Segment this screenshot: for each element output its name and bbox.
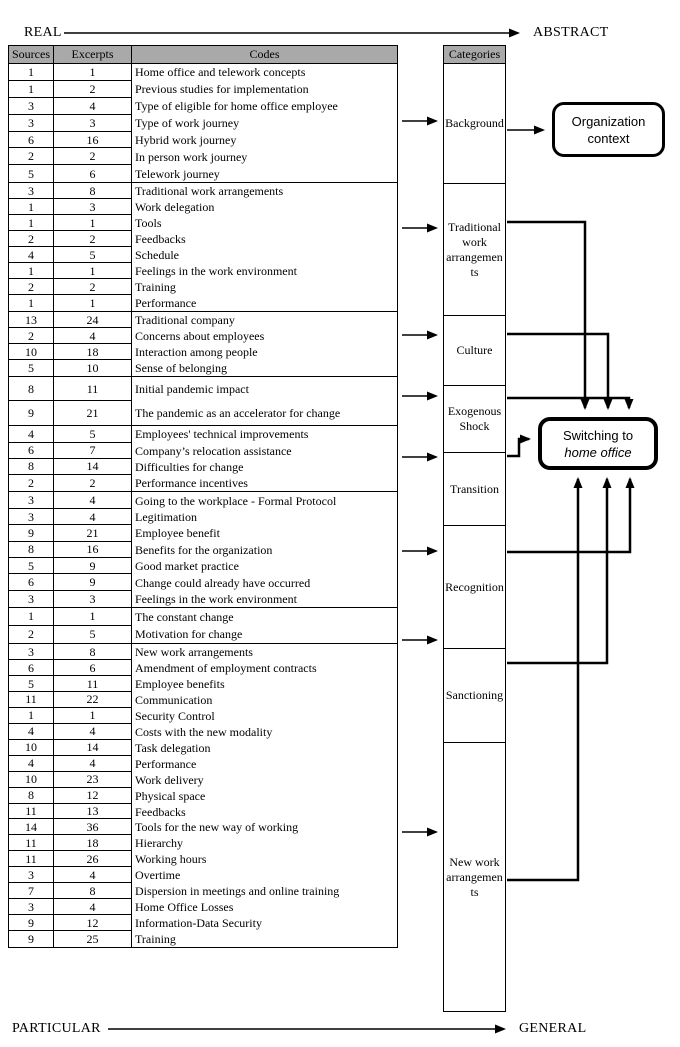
sources-cell: 1 — [9, 608, 53, 626]
code-cell: Company’s relocation assistance — [135, 443, 292, 458]
excerpts-cell: 25 — [86, 932, 99, 946]
code-cell: Motivation for change — [135, 627, 243, 642]
excerpts-cell: 16 — [54, 132, 131, 149]
switching-home-office-box — [538, 417, 658, 470]
sources-cell: 9 — [28, 932, 34, 946]
excerpts-cell: 6 — [89, 166, 96, 181]
excerpts-cell: 18 — [54, 344, 131, 360]
sources-cell: 3 — [9, 115, 53, 132]
code-cell: Interaction among people — [135, 345, 258, 360]
excerpts-cell: 2 — [54, 81, 131, 98]
organization-context-box — [552, 102, 665, 157]
axis-label-real: REAL — [24, 25, 62, 40]
category-cell-2: Culture — [444, 316, 505, 386]
code-cell: Hierarchy — [135, 836, 183, 851]
sources-cell: 10 — [9, 344, 53, 360]
code-cell: Benefits for the organization — [135, 542, 273, 557]
code-cell: Feedbacks — [135, 804, 186, 819]
sources-cell: 9 — [9, 525, 53, 541]
excerpts-cell: 1 — [54, 708, 131, 724]
excerpts-cell: 4 — [54, 509, 131, 525]
connector-transition-to-switching — [507, 439, 529, 456]
code-cell: Performance — [135, 756, 197, 771]
codes-table-header — [9, 46, 397, 64]
sources-cell: 5 — [9, 676, 53, 692]
excerpts-cell: 1 — [54, 263, 131, 279]
sources-cell: 3 — [9, 492, 53, 508]
code-cell: Initial pandemic impact — [135, 382, 249, 397]
sources-cell: 5 — [9, 558, 53, 574]
excerpts-cell: 9 — [54, 558, 131, 574]
sources-cell: 1 — [9, 199, 53, 215]
sources-cell: 13 — [9, 312, 53, 328]
excerpts-cell: 8 — [54, 883, 131, 899]
excerpts-cell: 4 — [54, 899, 131, 915]
table-group-3 — [9, 377, 397, 426]
table-group-7 — [9, 644, 397, 947]
code-cell: Performance — [135, 296, 197, 311]
excerpts-cell: 4 — [54, 756, 131, 772]
category-cell-6: Sanctioning — [444, 649, 505, 743]
excerpts-cell: 3 — [89, 591, 96, 606]
code-cell: The constant change — [135, 609, 234, 624]
excerpts-cell: 2 — [89, 476, 96, 491]
axis-label-abstract: ABSTRACT — [533, 25, 609, 40]
excerpts-cell: 3 — [54, 199, 131, 215]
sources-cell: 2 — [9, 279, 53, 295]
sources-cell: 4 — [9, 426, 53, 442]
sources-cell: 3 — [9, 98, 53, 115]
excerpts-cell: 1 — [54, 608, 131, 626]
organization-context-label: Organization context — [571, 113, 646, 146]
table-group-1 — [9, 183, 397, 312]
table-group-6 — [9, 608, 397, 644]
code-cell: Tools for the new way of working — [135, 820, 299, 835]
code-cell: New work arrangements — [135, 645, 253, 660]
sources-cell: 3 — [9, 867, 53, 883]
sources-cell: 2 — [9, 328, 53, 344]
code-cell: Feelings in the work environment — [135, 591, 297, 606]
code-cell: Feedbacks — [135, 232, 186, 247]
excerpts-cell: 21 — [86, 406, 99, 421]
sources-cell: 11 — [9, 851, 53, 867]
code-cell: Feelings in the work environment — [135, 264, 297, 279]
excerpts-cell: 3 — [54, 115, 131, 132]
category-cell-5: Recognition — [444, 526, 505, 649]
excerpts-cell: 13 — [54, 804, 131, 820]
sources-cell: 3 — [9, 183, 53, 199]
code-cell: Tools — [135, 216, 162, 231]
code-cell: Sense of belonging — [135, 361, 227, 376]
switching-label-line2: home office — [564, 444, 632, 460]
excerpts-cell: 1 — [54, 215, 131, 231]
category-cell-3: Exogenous Shock — [444, 386, 505, 453]
switching-label-line1: Switching to — [562, 427, 634, 443]
code-cell: Previous studies for implementation — [135, 82, 309, 97]
excerpts-cell: 24 — [54, 312, 131, 328]
categories-body — [444, 64, 505, 1011]
category-cell-0: Background — [444, 64, 505, 184]
sources-cell: 14 — [9, 819, 53, 835]
sources-cell: 10 — [9, 740, 53, 756]
excerpts-cell: 23 — [54, 772, 131, 788]
code-cell: Performance incentives — [135, 476, 248, 491]
code-cell: Work delivery — [135, 772, 204, 787]
excerpts-cell: 1 — [54, 64, 131, 81]
sources-cell: 3 — [9, 899, 53, 915]
sources-cell: 4 — [9, 756, 53, 772]
connector-culture-to-switching — [507, 334, 608, 408]
code-cell: Communication — [135, 692, 213, 707]
excerpts-cell: 14 — [54, 740, 131, 756]
code-cell: Type of work journey — [135, 116, 240, 131]
category-cell-4: Transition — [444, 453, 505, 526]
sources-cell: 2 — [9, 231, 53, 247]
sources-cell: 5 — [28, 166, 34, 181]
excerpts-cell: 22 — [54, 692, 131, 708]
excerpts-cell: 5 — [54, 426, 131, 442]
code-cell: Task delegation — [135, 740, 211, 755]
excerpts-cell: 2 — [54, 231, 131, 247]
excerpts-cell: 11 — [54, 377, 131, 401]
sources-cell: 4 — [9, 247, 53, 263]
sources-cell: 1 — [9, 215, 53, 231]
code-cell: Costs with the new modality — [135, 724, 273, 739]
categories-column — [443, 45, 506, 1012]
excerpts-cell: 8 — [54, 183, 131, 199]
sources-cell: 6 — [9, 443, 53, 459]
sources-cell: 8 — [9, 377, 53, 401]
codes-table — [8, 45, 398, 948]
code-cell: Security Control — [135, 708, 215, 723]
table-group-5 — [9, 492, 397, 608]
header-categories: Categories — [444, 46, 505, 64]
connector-new-work-to-switching — [507, 479, 578, 880]
excerpts-cell: 12 — [54, 915, 131, 931]
sources-cell: 11 — [9, 804, 53, 820]
code-cell: Amendment of employment contracts — [135, 661, 317, 676]
sources-cell: 2 — [28, 627, 34, 642]
excerpts-cell: 9 — [54, 574, 131, 590]
axis-label-particular: PARTICULAR — [12, 1021, 101, 1036]
code-cell: Employee benefits — [135, 677, 225, 691]
connector-traditional-to-switching — [507, 222, 585, 408]
excerpts-cell: 12 — [54, 788, 131, 804]
sources-cell: 6 — [9, 574, 53, 590]
sources-cell: 10 — [9, 772, 53, 788]
sources-cell: 3 — [9, 644, 53, 660]
code-cell: Difficulties for change — [135, 459, 244, 474]
sources-cell: 8 — [9, 459, 53, 475]
excerpts-cell: 36 — [54, 819, 131, 835]
sources-cell: 1 — [28, 296, 34, 311]
excerpts-cell: 4 — [54, 724, 131, 740]
code-cell: Physical space — [135, 788, 206, 803]
sources-cell: 1 — [9, 708, 53, 724]
sources-cell: 11 — [9, 835, 53, 851]
code-cell: Employees' technical improvements — [135, 427, 309, 442]
sources-cell: 9 — [9, 915, 53, 931]
excerpts-cell: 18 — [54, 835, 131, 851]
excerpts-cell: 2 — [54, 279, 131, 295]
codes-table-body — [9, 64, 397, 947]
sources-cell: 7 — [9, 883, 53, 899]
code-cell: Training — [135, 932, 176, 946]
excerpts-cell: 5 — [54, 247, 131, 263]
code-cell: Telework journey — [135, 166, 220, 181]
connector-sanctioning-to-switching — [507, 479, 607, 663]
sources-cell: 4 — [9, 724, 53, 740]
excerpts-cell: 8 — [54, 644, 131, 660]
sources-cell: 2 — [28, 476, 34, 491]
sources-cell: 3 — [28, 591, 34, 606]
sources-cell: 8 — [9, 788, 53, 804]
code-cell: Home Office Losses — [135, 900, 234, 915]
code-cell: The pandemic as an accelerator for change — [135, 406, 341, 421]
excerpts-cell: 16 — [54, 542, 131, 558]
code-cell: Dispersion in meetings and online training — [135, 884, 340, 899]
connector-recognition-to-switching — [507, 479, 630, 552]
category-cell-1: Traditional work arrangements — [444, 184, 505, 316]
code-cell: Hybrid work journey — [135, 133, 237, 147]
sources-cell: 1 — [9, 263, 53, 279]
axis-label-general: GENERAL — [519, 1021, 587, 1036]
code-cell: Concerns about employees — [135, 329, 265, 344]
category-cell-7: New work arrangements — [446, 854, 503, 899]
excerpts-cell: 7 — [54, 443, 131, 459]
excerpts-cell: 2 — [54, 148, 131, 165]
code-cell: Working hours — [135, 852, 207, 867]
sources-cell: 5 — [28, 361, 34, 376]
code-cell: Employee benefit — [135, 526, 220, 541]
code-cell: Overtime — [135, 868, 181, 883]
sources-cell: 9 — [28, 406, 34, 421]
code-cell: Traditional work arrangements — [135, 184, 284, 199]
sources-cell: 3 — [9, 509, 53, 525]
table-group-4 — [9, 426, 397, 492]
excerpts-cell: 1 — [89, 296, 96, 311]
sources-cell: 6 — [9, 132, 53, 149]
code-cell: Traditional company — [135, 313, 235, 328]
code-cell: Work delegation — [135, 200, 215, 215]
code-cell: Type of eligible for home office employee — [135, 99, 338, 114]
excerpts-cell: 4 — [54, 867, 131, 883]
excerpts-cell: 26 — [54, 851, 131, 867]
connector-exogenous-shock-to-switching — [507, 398, 629, 408]
header-codes: Codes — [132, 46, 397, 63]
code-cell: Information-Data Security — [135, 916, 262, 931]
excerpts-cell: 5 — [89, 627, 96, 642]
excerpts-cell: 11 — [54, 676, 131, 692]
excerpts-cell: 4 — [54, 328, 131, 344]
code-cell: Good market practice — [135, 559, 239, 574]
sources-cell: 1 — [9, 81, 53, 98]
excerpts-cell: 4 — [54, 492, 131, 508]
excerpts-cell: 21 — [54, 525, 131, 541]
header-sources: Sources — [9, 46, 54, 63]
code-cell: Change could already have occurred — [135, 575, 311, 590]
code-cell: Training — [135, 280, 176, 295]
sources-cell: 1 — [9, 64, 53, 81]
sources-cell: 8 — [9, 542, 53, 558]
excerpts-cell: 10 — [86, 361, 99, 376]
code-cell: Home office and telework concepts — [135, 65, 306, 80]
sources-cell: 6 — [9, 660, 53, 676]
code-cell: Schedule — [135, 248, 179, 263]
excerpts-cell: 4 — [54, 98, 131, 115]
code-cell: Legitimation — [135, 510, 197, 524]
excerpts-cell: 6 — [54, 660, 131, 676]
sources-cell: 11 — [9, 692, 53, 708]
excerpts-cell: 14 — [54, 459, 131, 475]
sources-cell: 2 — [9, 148, 53, 165]
table-group-2 — [9, 312, 397, 377]
code-cell: Going to the workplace - Formal Protocol — [135, 493, 337, 508]
code-cell: In person work journey — [135, 149, 248, 164]
header-excerpts: Excerpts — [54, 46, 132, 63]
table-group-0 — [9, 64, 397, 183]
